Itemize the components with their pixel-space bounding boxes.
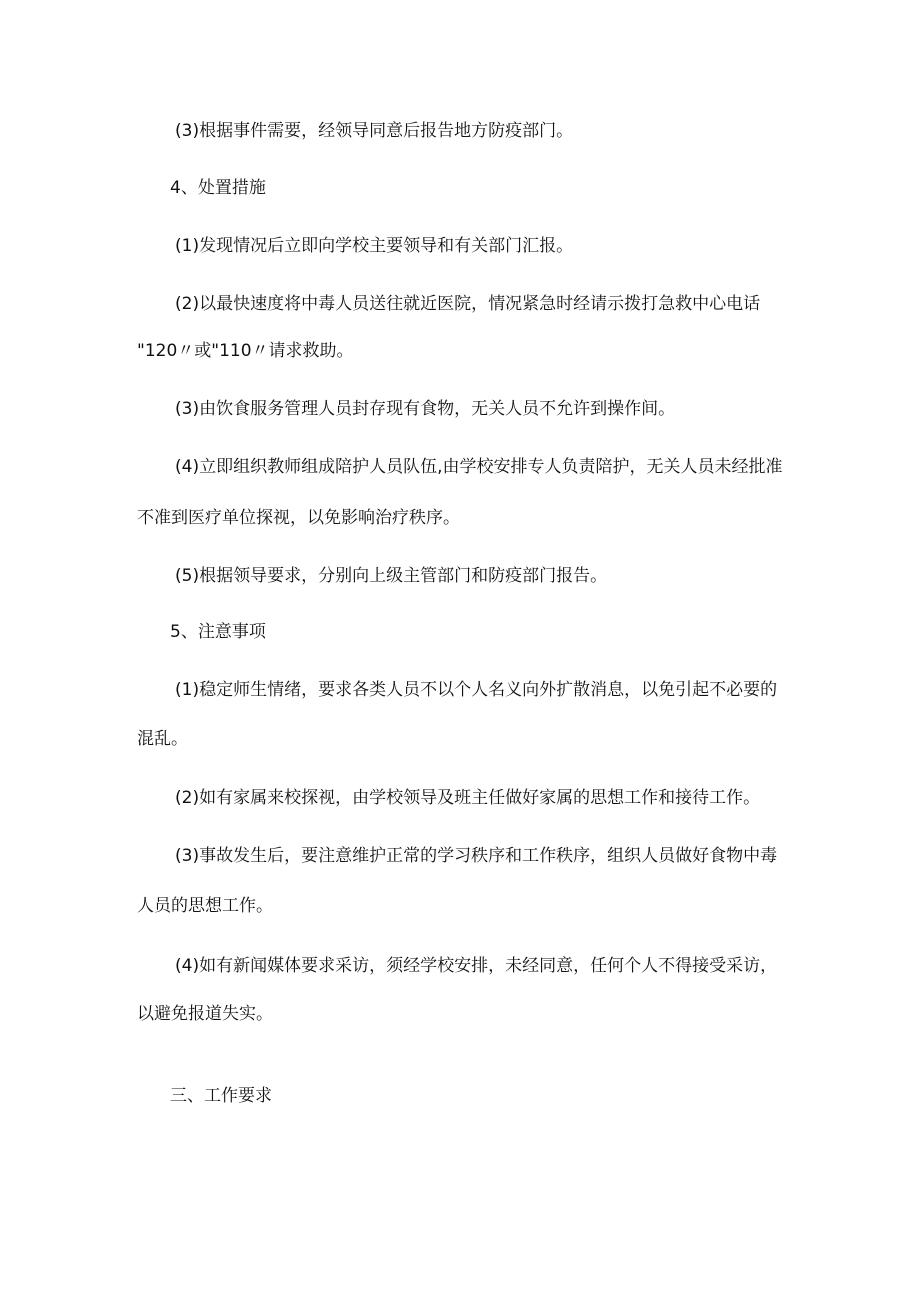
paragraph-escort-team-line1: (4)立即组织教师组成陪护人员队伍,由学校安排专人负责陪护，无关人员未经批准 xyxy=(175,457,783,477)
paragraph-send-to-hospital-line1: (2)以最快速度将中毒人员送往就近医院，情况紧急时经请示拨打急救中心电话 xyxy=(175,294,761,314)
section-heading-work-requirements: 三、工作要求 xyxy=(170,1086,272,1106)
paragraph-report-superiors: (5)根据领导要求，分别向上级主管部门和防疫部门报告。 xyxy=(175,566,608,586)
paragraph-stabilize-emotions-line1: (1)稳定师生情绪，要求各类人员不以个人名义向外扩散消息，以免引起不必要的 xyxy=(175,680,778,700)
paragraph-send-to-hospital-line2: "120〃或"110〃请求救助。 xyxy=(137,341,354,361)
paragraph-media-interviews-line1: (4)如有新闻媒体要求采访，须经学校安排，未经同意，任何个人不得接受采访， xyxy=(175,956,778,976)
paragraph-stabilize-emotions-line2: 混乱。 xyxy=(137,729,188,749)
paragraph-escort-team-line2: 不准到医疗单位探视，以免影响治疗秩序。 xyxy=(137,508,460,528)
paragraph-media-interviews-line2: 以避免报道失实。 xyxy=(137,1004,273,1024)
paragraph-maintain-order-line2: 人员的思想工作。 xyxy=(137,896,273,916)
section-heading-disposal-measures: 4、处置措施 xyxy=(170,178,266,198)
paragraph-seal-food: (3)由饮食服务管理人员封存现有食物，无关人员不允许到操作间。 xyxy=(175,399,676,419)
paragraph-report-leaders: (1)发现情况后立即向学校主要领导和有关部门汇报。 xyxy=(175,236,574,256)
section-heading-precautions: 5、注意事项 xyxy=(170,622,266,642)
paragraph-report-epidemic-dept: (3)根据事件需要，经领导同意后报告地方防疫部门。 xyxy=(175,121,574,141)
paragraph-maintain-order-line1: (3)事故发生后，要注意维护正常的学习秩序和工作秩序，组织人员做好食物中毒 xyxy=(175,846,778,866)
paragraph-family-visits: (2)如有家属来校探视，由学校领导及班主任做好家属的思想工作和接待工作。 xyxy=(175,788,761,808)
